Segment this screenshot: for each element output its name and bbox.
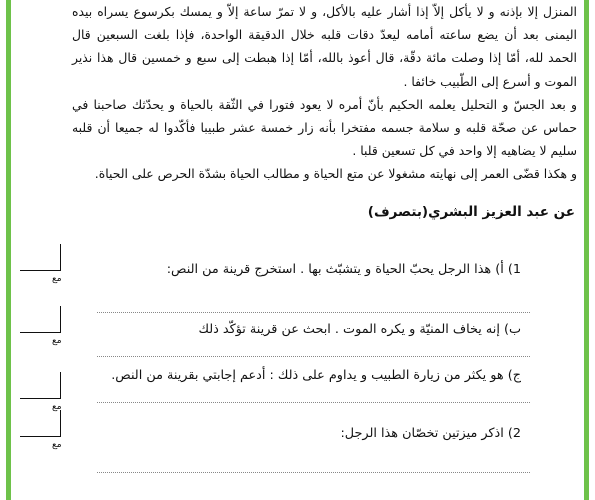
- page-border-right: [584, 0, 589, 500]
- score-label-3: مع: [52, 402, 62, 412]
- author-attribution: عن عبد العزيز البشري(بتصرف): [367, 204, 575, 220]
- answer-line-2[interactable]: [97, 472, 530, 473]
- score-box-2[interactable]: [20, 306, 61, 333]
- score-label-2: مع: [52, 336, 62, 346]
- answer-line-1b[interactable]: [97, 356, 530, 357]
- question-1a: 1) أ) هذا الرجل يحبّ الحياة و يتشبّث بها . استخرج قرينة من النص:: [166, 262, 521, 277]
- passage-paragraph-2: و بعد الجسّ و التحليل يعلمه الحكيم بأنّ أمره لا يعود فتورا في الثّقة بالحياة و يحدّثك صاحبنا في حماس عن صحّة قلبه و سلامة جسمه مفتخرا بأنه زار خمسة عشر طبيبا فأكّدوا له جميعا أن قلبه سليم لا يضاهيه إلا واحد في كل تسعين قلبا .: [72, 96, 577, 159]
- passage-paragraph-1: المنزل إلا بإذنه و لا يأكل إلاّ إذا أشار عليه بالأكل، و لا تمرّ ساعة إلاّ و يمسك بكرسوع يسراه بيده اليمنى بعد أن يضع ساعته أمامه ليعدّ دقات قلبه خلال الدقيقة الواحدة، فإذا بلغت السبعين قال الحمد لله، أمّا إذا وصلت مائة دقّة، قال أعوذ بالله، أمّا إذا هبطت إلى سبع و خمسين قال هذا نذير الموت و أسرع إلى الطّبيب خائفا .: [72, 4, 577, 89]
- question-2: 2) اذكر ميزتين تخصّان هذا الرجل:: [340, 426, 521, 441]
- score-box-1[interactable]: [20, 244, 61, 271]
- score-box-4[interactable]: [20, 410, 61, 437]
- question-1b: ب) إنه يخاف المنيّة و يكره الموت . ابحث عن قرينة تؤكّد ذلك: [198, 322, 521, 337]
- reading-passage: [72, 0, 577, 186]
- score-label-4: مع: [52, 440, 62, 450]
- page-border-left: [6, 0, 11, 500]
- answer-line-1c[interactable]: [97, 402, 530, 403]
- score-box-3[interactable]: [20, 372, 61, 399]
- passage-paragraph-3: و هكذا قضّى العمر إلى نهايته مشغولا عن متع الحياة و مطالب الحياة بشدّة الحرص على الحياة.: [94, 166, 577, 182]
- answer-line-1a[interactable]: [97, 312, 530, 313]
- score-label-1: مع: [52, 274, 62, 284]
- question-1c: ج) هو يكثر من زيارة الطبيب و يداوم على ذلك : أدعم إجابتي بقرينة من النص.: [111, 368, 521, 383]
